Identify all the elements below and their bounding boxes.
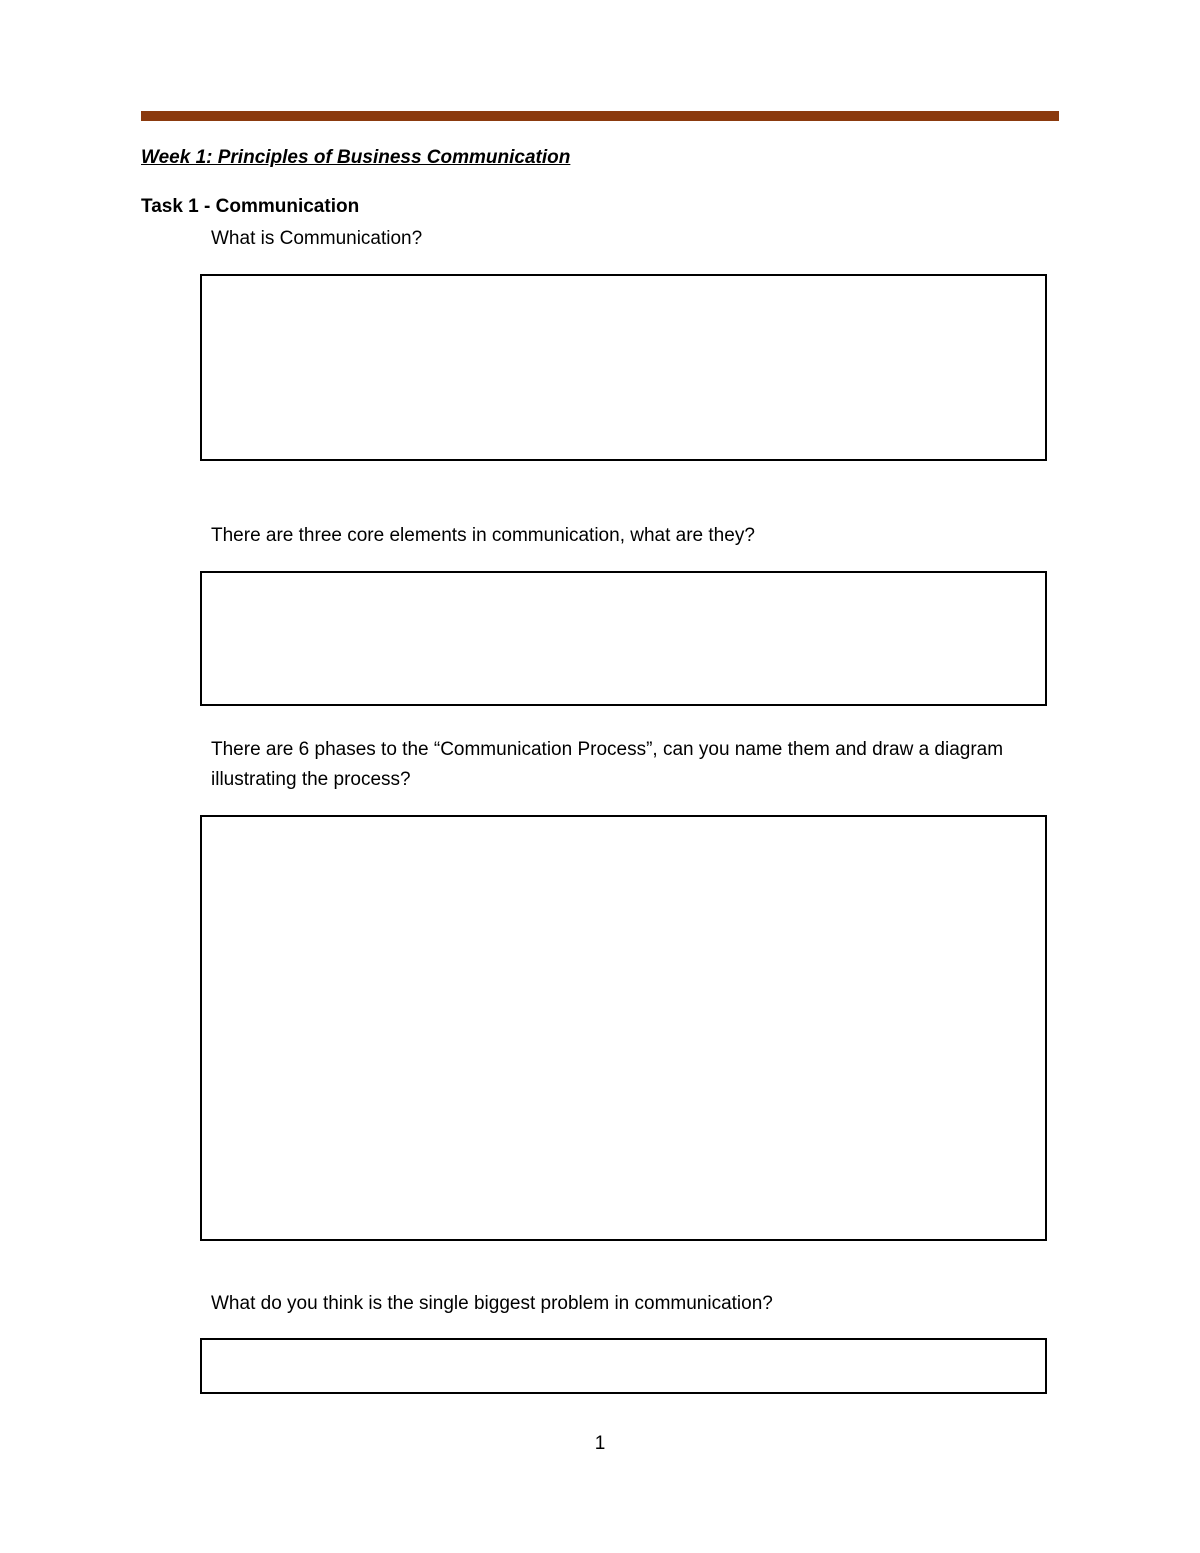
task-title: Task 1 - Communication bbox=[141, 196, 360, 217]
answer-box-3[interactable] bbox=[200, 815, 1047, 1241]
question-1-text: What is Communication? bbox=[211, 228, 423, 249]
question-2-text: There are three core elements in communication, what are they? bbox=[211, 525, 755, 546]
answer-box-2[interactable] bbox=[200, 571, 1047, 706]
question-3-text-line-1: There are 6 phases to the “Communication Process”, can you name them and draw a diagram bbox=[211, 739, 1004, 760]
answer-box-1[interactable] bbox=[200, 274, 1047, 461]
answer-box-4[interactable] bbox=[200, 1338, 1047, 1394]
question-3-text-line-2: illustrating the process? bbox=[211, 769, 411, 790]
document-title: Week 1: Principles of Business Communication bbox=[141, 147, 571, 168]
question-4-text: What do you think is the single biggest problem in communication? bbox=[211, 1293, 773, 1314]
header-rule bbox=[141, 111, 1059, 121]
page-number: 1 bbox=[594, 1433, 606, 1454]
